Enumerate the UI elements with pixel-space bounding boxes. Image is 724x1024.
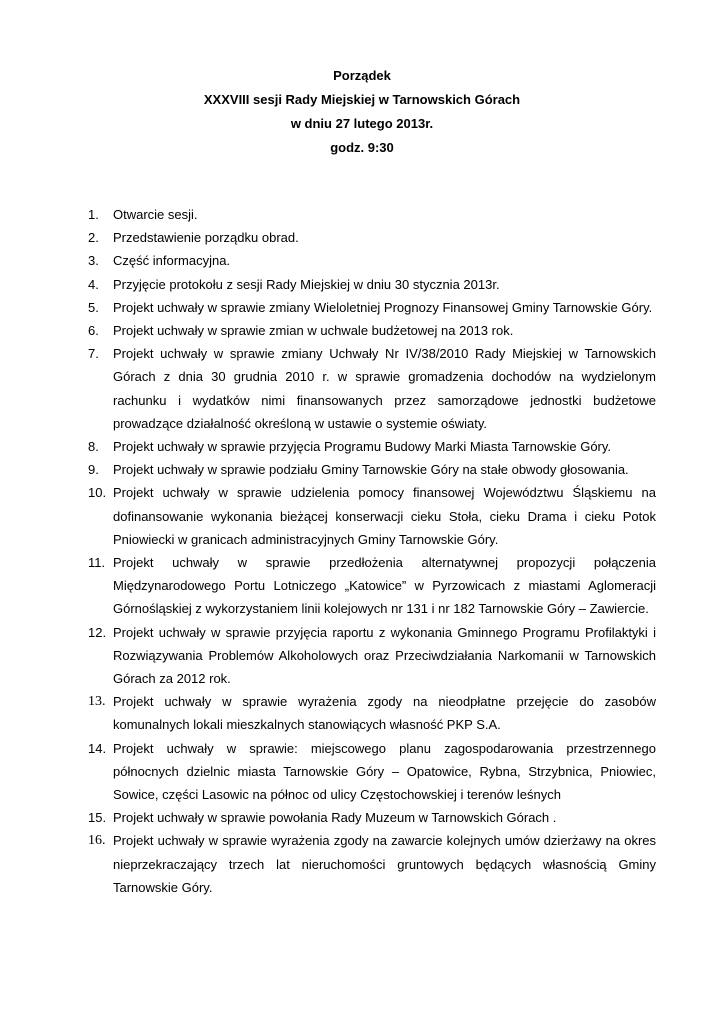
agenda-item-text: Projekt uchwały w sprawie udzielenia pomocy finansowej Województwu Śląskiemu na dofinansowanie wykonania bieżącej konserwacji cieku Stoła, cieku Drama i cieku Potok Pniowiecki w granicach administracyjnych Gminy Tarnowskie Góry. [113, 485, 656, 547]
agenda-item-11 [88, 551, 656, 621]
agenda-item-12 [88, 621, 656, 691]
agenda-item-16 [88, 829, 656, 899]
document-title: Porządek [333, 68, 391, 83]
agenda-item-text: Projekt uchwały w sprawie wyrażenia zgody na zawarcie kolejnych umów dzierżawy na okres nieprzekraczający trzech lat nieruchomości gruntowych będących własnością Gminy Tarnowskie Góry. [113, 833, 656, 895]
agenda-item-6 [88, 319, 656, 342]
agenda-list [88, 203, 656, 899]
agenda-item-text: Projekt uchwały w sprawie przedłożenia alternatywnej propozycji połączenia Międzynarodowego Portu Lotniczego „Katowice” w Pyrzowicach z miastami Aglomeracji Górnośląskiej z wykorzystaniem linii kolejowych nr 131 i nr 182 Tarnowskie Góry – Zawiercie. [113, 555, 656, 617]
agenda-item-text: Część informacyjna. [113, 253, 231, 269]
agenda-item-3 [88, 249, 656, 272]
agenda-item-number: 5. [88, 299, 99, 315]
agenda-item-number: 15. [88, 810, 107, 826]
agenda-item-15 [88, 806, 656, 829]
agenda-item-2 [88, 226, 656, 249]
agenda-item-14 [88, 737, 656, 807]
agenda-item-text: Projekt uchwały w sprawie powołania Rady Muzeum w Tarnowskich Górach . [113, 810, 557, 826]
agenda-item-text: Otwarcie sesji. [113, 207, 198, 222]
agenda-item-number: 6. [88, 323, 99, 339]
agenda-item-number: 1. [88, 207, 99, 222]
session-time: godz. 9:30 [330, 140, 394, 155]
agenda-item-5 [88, 296, 656, 319]
agenda-item-text: Projekt uchwały w sprawie podziału Gminy Tarnowskie Góry na stałe obwody głosowania. [113, 462, 629, 478]
agenda-item-1 [88, 203, 656, 226]
agenda-item-number: 12. [88, 624, 107, 640]
agenda-item-text: Przyjęcie protokołu z sesji Rady Miejskiej w dniu 30 stycznia 2013r. [113, 276, 500, 292]
agenda-item-13 [88, 690, 656, 736]
agenda-item-text: Projekt uchwały w sprawie przyjęcia Programu Budowy Marki Miasta Tarnowskie Góry. [113, 439, 612, 455]
agenda-item-text: Projekt uchwały w sprawie zmiany Wieloletniej Prognozy Finansowej Gminy Tarnowskie Góry. [113, 299, 653, 315]
agenda-item-number: 16. [88, 833, 106, 849]
document-header [0, 64, 724, 160]
agenda-item-number: 3. [88, 253, 99, 269]
agenda-item-9 [88, 458, 656, 481]
session-date: w dniu 27 lutego 2013r. [290, 116, 434, 131]
agenda-item-text: Projekt uchwały w sprawie wyrażenia zgody na nieodpłatne przejęcie do zasobów komunalnych lokali mieszkalnych stanowiących własność PKP S.A. [113, 694, 656, 733]
agenda-item-text: Projekt uchwały w sprawie: miejscowego planu zagospodarowania przestrzennego północnych dzielnic miasta Tarnowskie Góry – Opatowice, Rybna, Strzybnica, Pniowiec, Sowice, części Lasowic na północ od ulicy Częstochowskiej i terenów leśnych [113, 740, 656, 803]
agenda-item-number: 13. [88, 694, 106, 710]
session-title: XXXVIII sesji Rady Miejskiej w Tarnowskich Górach [203, 92, 521, 107]
agenda-item-7 [88, 342, 656, 435]
agenda-item-text: Projekt uchwały w sprawie zmiany Uchwały Nr IV/38/2010 Rady Miejskiej w Tarnowskich Górach z dnia 30 grudnia 2010 r. w sprawie gromadzenia dochodów na wydzielonym rachunku i wydatków nimi finansowanych przez samorządowe jednostki budżetowe prowadzące działalność określoną w ustawie o systemie oświaty. [113, 346, 656, 431]
agenda-item-number: 4. [88, 276, 99, 292]
agenda-item-number: 7. [88, 346, 99, 362]
agenda-item-number: 14. [88, 740, 107, 756]
agenda-item-text: Projekt uchwały w sprawie przyjęcia raportu z wykonania Gminnego Programu Profilaktyki i Rozwiązywania Problemów Alkoholowych oraz Przeciwdziałania Narkomanii w Tarnowskich Górach za 2012 rok. [113, 624, 656, 687]
agenda-item-number: 11. [88, 555, 106, 571]
agenda-item-10 [88, 481, 656, 551]
agenda-item-text: Przedstawienie porządku obrad. [113, 230, 299, 246]
agenda-item-8 [88, 435, 656, 458]
agenda-item-number: 9. [88, 462, 99, 478]
agenda-item-number: 8. [88, 439, 99, 455]
agenda-item-number: 2. [88, 230, 99, 246]
agenda-item-4 [88, 273, 656, 296]
agenda-item-text: Projekt uchwały w sprawie zmian w uchwale budżetowej na 2013 rok. [113, 323, 514, 339]
agenda-item-number: 10. [88, 485, 107, 501]
